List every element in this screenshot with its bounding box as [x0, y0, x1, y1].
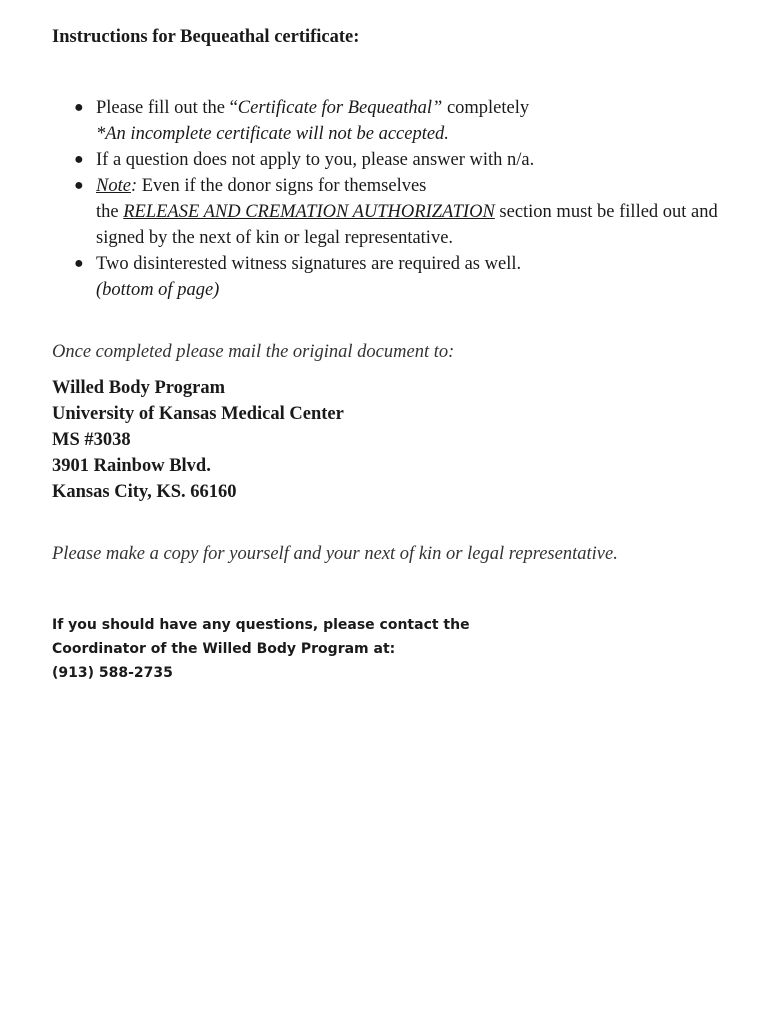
- instruction-text: completely: [442, 98, 530, 118]
- bullet-icon: ●: [74, 151, 84, 168]
- copy-instruction: Please make a copy for yourself and your next of kin or legal representative.: [52, 544, 618, 564]
- instruction-text: Two disinterested witness signatures are required as well.: [96, 254, 522, 274]
- bullet-icon: ●: [74, 177, 84, 194]
- certificate-name: Certificate for Bequeathal”: [237, 98, 443, 118]
- contact-line: If you should have any questions, please contact the: [52, 617, 470, 633]
- contact-info: [52, 613, 752, 685]
- instructions-list: [52, 95, 752, 303]
- instruction-item-note: [74, 173, 752, 251]
- contact-line: Coordinator of the Willed Body Program at:: [52, 641, 396, 657]
- instruction-text: the: [96, 202, 124, 222]
- instruction-text: Please fill out the “: [96, 98, 238, 118]
- bottom-of-page-note: (bottom of page): [96, 280, 220, 300]
- address-line: 3901 Rainbow Blvd.: [52, 456, 211, 476]
- instruction-text: If a question does not apply to you, please answer with n/a.: [96, 150, 535, 170]
- instruction-text: section must be filled out and signed by the next of kin or legal representative.: [96, 202, 718, 248]
- address-line: Willed Body Program: [52, 378, 226, 398]
- incomplete-warning: *An incomplete certificate will not be accepted.: [96, 124, 449, 144]
- note-colon: :: [130, 176, 138, 196]
- address-line: University of Kansas Medical Center: [52, 404, 344, 424]
- mailing-address: [52, 375, 752, 505]
- release-section-name: RELEASE AND CREMATION AUTHORIZATION: [123, 202, 495, 222]
- page-title: Instructions for Bequeathal certificate:: [52, 27, 360, 47]
- contact-phone: (913) 588-2735: [52, 665, 173, 681]
- note-label: Note: [96, 176, 131, 196]
- bullet-icon: ●: [74, 255, 84, 272]
- mail-instruction: Once completed please mail the original document to:: [52, 342, 455, 362]
- bullet-icon: ●: [74, 99, 84, 116]
- document-page: [52, 24, 752, 685]
- instruction-item-n-a: [74, 147, 752, 173]
- instruction-text: Even if the donor signs for themselves: [137, 176, 427, 196]
- instruction-item-fill-out: [74, 95, 752, 147]
- address-line: MS #3038: [52, 430, 131, 450]
- address-line: Kansas City, KS. 66160: [52, 482, 237, 502]
- instruction-item-witness: [74, 251, 752, 303]
